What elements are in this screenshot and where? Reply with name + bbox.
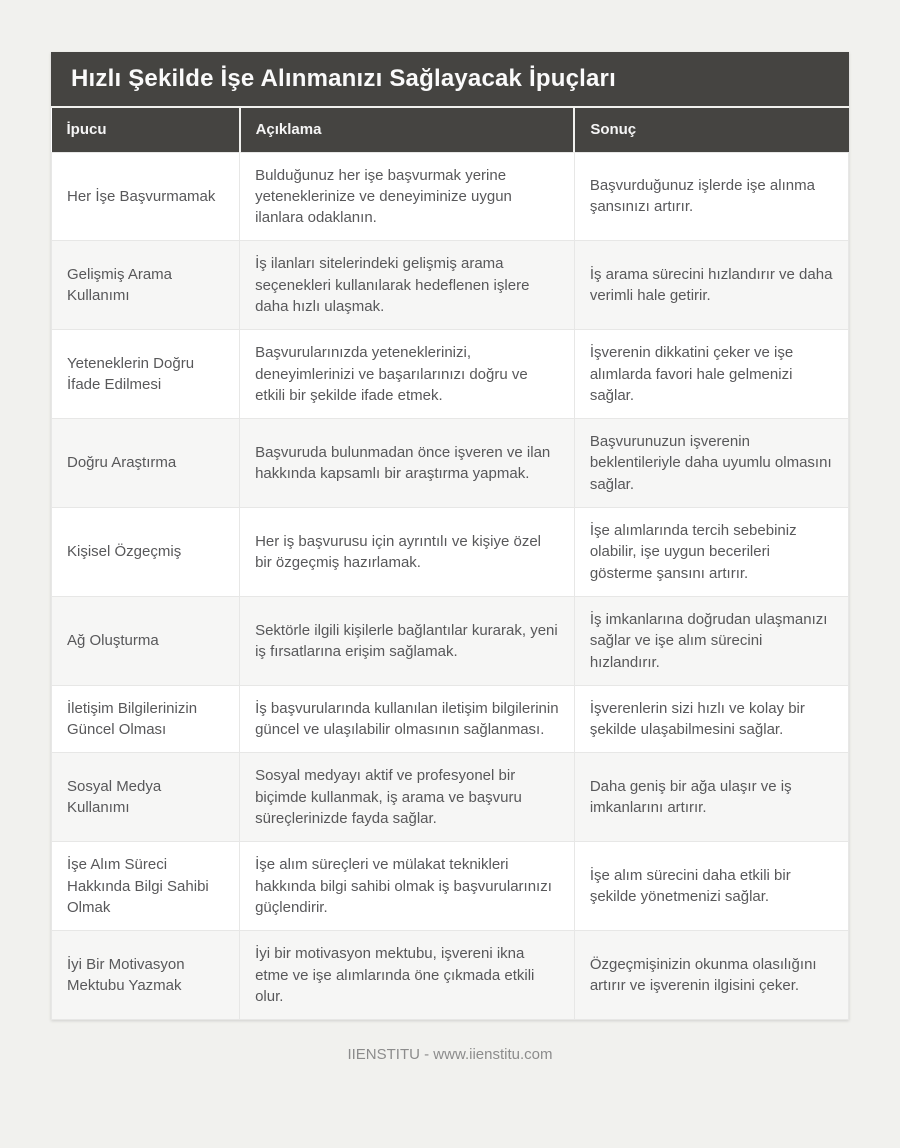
aciklama-cell: Başvuruda bulunmadan önce işveren ve ilan hakkında kapsamlı bir araştırma yapmak. (240, 419, 575, 508)
aciklama-cell: Sosyal medyayı aktif ve profesyonel bir biçimde kullanmak, iş arama ve başvuru süreçlerinizde fayda sağlar. (240, 753, 575, 842)
table-row (52, 685, 849, 753)
table-row (52, 419, 849, 508)
table-row (52, 596, 849, 685)
table-row (52, 842, 849, 931)
sonuc-cell: İşe alım sürecini daha etkili bir şekilde yönetmenizi sağlar. (574, 842, 848, 931)
sonuc-cell: Özgeçmişinizin okunma olasılığını artırır ve işverenin ilgisini çeker. (574, 931, 848, 1020)
page-title: Hızlı Şekilde İşe Alınmanızı Sağlayacak İpuçları (51, 52, 849, 108)
sonuc-cell: İşverenlerin sizi hızlı ve kolay bir şekilde ulaşabilmesini sağlar. (574, 685, 848, 753)
tip-cell: İletişim Bilgilerinizin Güncel Olması (52, 685, 240, 753)
table-row (52, 508, 849, 597)
aciklama-cell: İşe alım süreçleri ve mülakat teknikleri hakkında bilgi sahibi olmak iş başvurularınızı güçlendirir. (240, 842, 575, 931)
tip-cell: İyi Bir Motivasyon Mektubu Yazmak (52, 931, 240, 1020)
tips-card (51, 52, 849, 1020)
footer-credit: IIENSTITU - www.iienstitu.com (347, 1046, 553, 1064)
table-header (52, 108, 849, 152)
tip-cell: Yeteneklerin Doğru İfade Edilmesi (52, 330, 240, 419)
tip-cell: Her İşe Başvurmamak (52, 152, 240, 241)
sonuc-cell: Başvurduğunuz işlerde işe alınma şansınızı artırır. (574, 152, 848, 241)
table-body (52, 152, 849, 1020)
column-header-aciklama: Açıklama (240, 108, 575, 152)
sonuc-cell: İş arama sürecini hızlandırır ve daha verimli hale getirir. (574, 241, 848, 330)
table-row (52, 931, 849, 1020)
column-header-sonuc: Sonuç (574, 108, 848, 152)
sonuc-cell: İşe alımlarında tercih sebebiniz olabilir, işe uygun becerileri gösterme şansını artırır. (574, 508, 848, 597)
aciklama-cell: Sektörle ilgili kişilerle bağlantılar kurarak, yeni iş fırsatlarına erişim sağlamak. (240, 596, 575, 685)
sonuc-cell: Başvurunuzun işverenin beklentileriyle daha uyumlu olmasını sağlar. (574, 419, 848, 508)
tip-cell: Kişisel Özgeçmiş (52, 508, 240, 597)
column-header-ipucu: İpucu (52, 108, 240, 152)
sonuc-cell: İşverenin dikkatini çeker ve işe alımlarda favori hale gelmenizi sağlar. (574, 330, 848, 419)
table-row (52, 330, 849, 419)
aciklama-cell: İş başvurularında kullanılan iletişim bilgilerinin güncel ve ulaşılabilir olmasının sağlanması. (240, 685, 575, 753)
tip-cell: Doğru Araştırma (52, 419, 240, 508)
aciklama-cell: Başvurularınızda yeteneklerinizi, deneyimlerinizi ve başarılarınızı doğru ve etkili bir şekilde ifade etmek. (240, 330, 575, 419)
tips-table (51, 108, 849, 1020)
tip-cell: İşe Alım Süreci Hakkında Bilgi Sahibi Olmak (52, 842, 240, 931)
tip-cell: Ağ Oluşturma (52, 596, 240, 685)
sonuc-cell: İş imkanlarına doğrudan ulaşmanızı sağlar ve işe alım sürecini hızlandırır. (574, 596, 848, 685)
tip-cell: Gelişmiş Arama Kullanımı (52, 241, 240, 330)
table-row (52, 152, 849, 241)
table-row (52, 241, 849, 330)
table-row (52, 753, 849, 842)
aciklama-cell: İyi bir motivasyon mektubu, işvereni ikna etme ve işe alımlarında öne çıkmada etkili olur. (240, 931, 575, 1020)
tip-cell: Sosyal Medya Kullanımı (52, 753, 240, 842)
sonuc-cell: Daha geniş bir ağa ulaşır ve iş imkanlarını artırır. (574, 753, 848, 842)
aciklama-cell: İş ilanları sitelerindeki gelişmiş arama seçenekleri kullanılarak hedeflenen işlere daha hızlı ulaşmak. (240, 241, 575, 330)
aciklama-cell: Bulduğunuz her işe başvurmak yerine yeteneklerinize ve deneyiminize uygun ilanlara odaklanın. (240, 152, 575, 241)
header-row (52, 108, 849, 152)
aciklama-cell: Her iş başvurusu için ayrıntılı ve kişiye özel bir özgeçmiş hazırlamak. (240, 508, 575, 597)
